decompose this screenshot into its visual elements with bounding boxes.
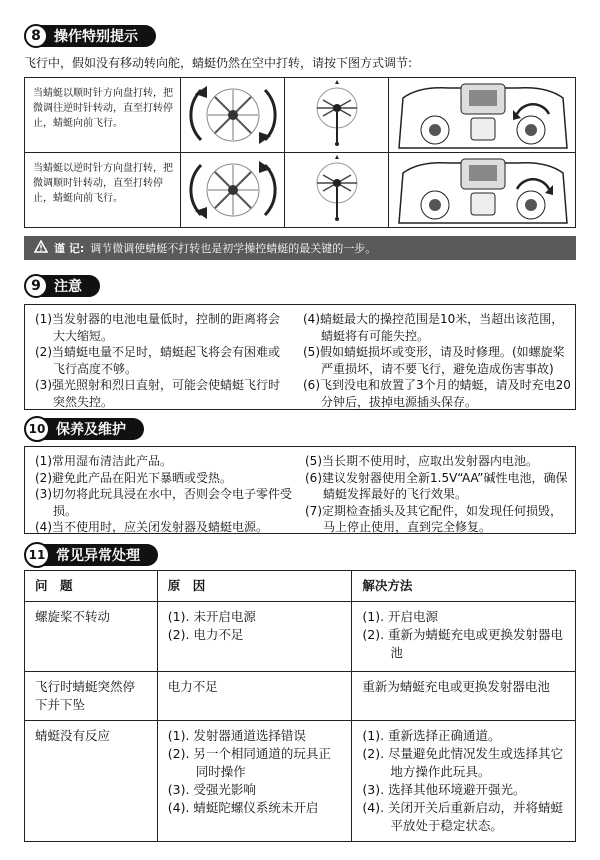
table-row bbox=[25, 672, 576, 721]
section-9-header bbox=[24, 274, 100, 298]
column-header: 原 因 bbox=[157, 571, 352, 602]
solution-item: (3). 选择其他环境避开强光。 bbox=[362, 782, 526, 797]
section-title: 保养及维护 bbox=[40, 418, 144, 440]
warning-triangle-icon bbox=[34, 240, 48, 256]
list-item: (7)定期检查插头及其它配件，如发现任何损毁，马上停止使用，直到完全修复。 bbox=[305, 503, 562, 534]
cause-cell bbox=[157, 721, 352, 842]
cause-item: 电力不足 bbox=[167, 679, 218, 694]
table-header-row bbox=[25, 571, 576, 602]
diagram-row-clockwise bbox=[25, 78, 575, 153]
warning-banner bbox=[24, 236, 576, 260]
cause-item: (4). 蜻蜓陀螺仪系统未开启 bbox=[167, 800, 319, 815]
section-number: 9 bbox=[24, 274, 48, 298]
troubleshooting-table bbox=[24, 570, 576, 842]
section-title: 操作特别提示 bbox=[38, 25, 156, 47]
list-item: (5)假如蜻蜓损坏或变形，请及时修理。(如螺旋桨严重损坏，请不要飞行，避免造成伤害事故) bbox=[303, 345, 565, 376]
list-item: (2)避免此产品在阳光下暴晒或受热。 bbox=[35, 470, 232, 485]
list-item: (6)飞到没电和放置了3个月的蜻蜓，请及时充电20分钟后，拔掉电源插头保存。 bbox=[303, 378, 571, 409]
cause-item: (2). 另一个相同通道的玩具正同时操作 bbox=[167, 746, 331, 779]
problem-cell: 蜻蜓没有反应 bbox=[25, 721, 158, 842]
remote-trim-illustration bbox=[389, 153, 577, 228]
intro-text: 飞行中，假如没有移动转向舵，蜻蜓仍然在空中打转，请按下图方式调节: bbox=[24, 56, 413, 70]
solution-cell bbox=[352, 672, 576, 721]
section-10-header bbox=[24, 416, 144, 442]
solution-cell bbox=[352, 602, 576, 672]
column-header: 问 题 bbox=[25, 571, 158, 602]
diagram-instruction: 当蜻蜓以逆时针方向盘打转，把微调顺时针转动，直至打转停止，蜻蜓向前飞行。 bbox=[25, 153, 181, 228]
list-item: (2)当蜻蜓电量不足时，蜻蜓起飞将会有困难或飞行高度不够。 bbox=[35, 345, 280, 376]
diagram-row-counterclockwise bbox=[25, 153, 575, 228]
cause-item: (1). 未开启电源 bbox=[167, 609, 256, 624]
solution-item: (1). 重新选择正确通道。 bbox=[362, 728, 501, 743]
dragonfly-top-view bbox=[285, 153, 389, 228]
cause-cell bbox=[157, 672, 352, 721]
list-item: (1)常用湿布清洁此产品。 bbox=[35, 454, 172, 468]
spin-illustration bbox=[181, 153, 285, 228]
solution-item: (2). 重新为蜻蜓充电或更换发射器电池 bbox=[362, 627, 564, 660]
spin-illustration bbox=[181, 78, 285, 153]
solution-item: 重新为蜻蜓充电或更换发射器电池 bbox=[362, 679, 550, 694]
problem-cell: 飞行时蜻蜓突然停下并下坠 bbox=[25, 672, 158, 721]
section-title: 注意 bbox=[38, 275, 100, 297]
list-item: (5)当长期不使用时，应取出发射器内电池。 bbox=[305, 454, 538, 468]
table-row bbox=[25, 602, 576, 672]
problem-cell: 螺旋桨不转动 bbox=[25, 602, 158, 672]
list-item: (3)切勿将此玩具浸在水中，否则会令电子零件受损。 bbox=[35, 487, 292, 518]
remote-trim-illustration bbox=[389, 78, 577, 153]
maintenance-box bbox=[24, 446, 576, 534]
warning-label: 谨 记: bbox=[54, 242, 85, 255]
cause-cell bbox=[157, 602, 352, 672]
list-item: (6)建议发射器使用全新1.5V“AA”碱性电池，确保蜻蜓发挥最好的飞行效果。 bbox=[305, 470, 568, 501]
solution-cell bbox=[352, 721, 576, 842]
solution-item: (4). 关闭开关后重新启动，并将蜻蜓平放处于稳定状态。 bbox=[362, 800, 564, 833]
section-11-header bbox=[24, 542, 158, 568]
diagram-instruction: 当蜻蜓以顺时针方向盘打转，把微调往逆时针转动，直至打转停止，蜻蜓向前飞行。 bbox=[25, 78, 181, 153]
warning-text: 调节微调使蜻蜓不打转也是初学操控蜻蜓的最关键的一步。 bbox=[90, 242, 377, 255]
solution-item: (1). 开启电源 bbox=[362, 609, 439, 624]
section-number: 10 bbox=[24, 416, 50, 442]
column-header: 解决方法 bbox=[352, 571, 576, 602]
list-item: (3)强光照射和烈日直射，可能会使蜻蜓飞行时突然失控。 bbox=[35, 378, 280, 409]
table-row bbox=[25, 721, 576, 842]
notice-box bbox=[24, 304, 576, 410]
cause-item: (1). 发射器通道选择错误 bbox=[167, 728, 306, 743]
cause-item: (2). 电力不足 bbox=[167, 627, 244, 642]
list-item: (4)蜻蜓最大的操控范围是10米，当超出该范围，蜻蜓将有可能失控。 bbox=[303, 312, 564, 343]
section-title: 常见异常处理 bbox=[40, 544, 158, 566]
cause-item: (3). 受强光影响 bbox=[167, 782, 256, 797]
dragonfly-top-view bbox=[285, 78, 389, 153]
section-number: 8 bbox=[24, 24, 48, 48]
section-8-header bbox=[24, 24, 156, 48]
section-number: 11 bbox=[24, 542, 50, 568]
solution-item: (2). 尽量避免此情况发生或选择其它地方操作此玩具。 bbox=[362, 746, 564, 779]
list-item: (4)当不使用时，应关闭发射器及蜻蜓电源。 bbox=[35, 520, 268, 534]
list-item: (1)当发射器的电池电量低时，控制的距离将会大大缩短。 bbox=[35, 312, 280, 343]
trim-adjust-diagram bbox=[24, 77, 576, 228]
